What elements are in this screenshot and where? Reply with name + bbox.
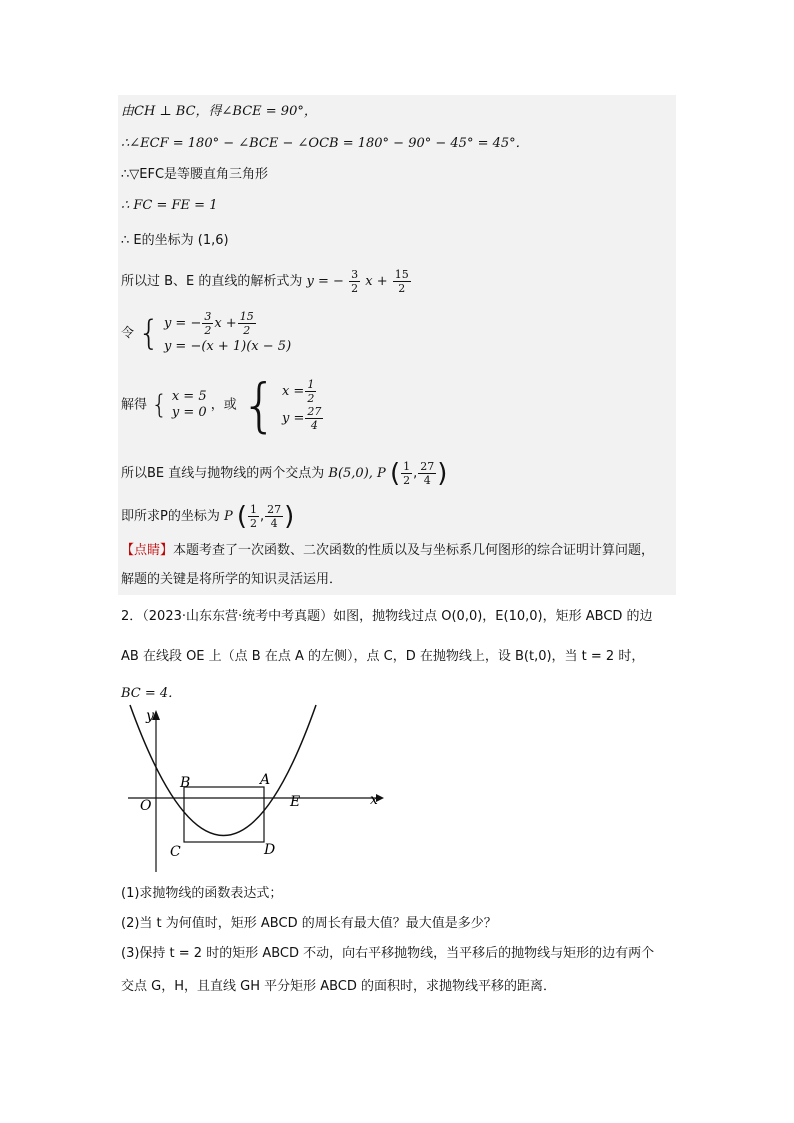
parabola-curve [130, 705, 316, 836]
system-eq2: y = −(x + 1)(x − 5) [163, 339, 292, 354]
frac-num: 3 [204, 310, 212, 323]
question-3-line-2: 交点 G，H，且直线 GH 平分矩形 ABCD 的面积时，求抛物线平移的距离． [121, 979, 557, 994]
label-y: y [146, 708, 154, 724]
line9-text: 所以BE 直线与抛物线的两个交点为 [121, 466, 325, 481]
paren-right: ) [437, 458, 448, 489]
line10-point: P [223, 509, 233, 524]
frac-num: 1 [307, 378, 315, 391]
paren-left: ( [389, 458, 401, 489]
solution-line-4: ∴ FC = FE = 1 [121, 198, 218, 213]
rectangle-abcd [184, 787, 264, 842]
frac-num: 1 [403, 460, 411, 473]
comment-line-1 [121, 542, 654, 560]
sol1-y: y = 0 [171, 405, 207, 420]
problem-line-2: AB 在线段 OE 上（点 B 在点 A 的左侧），点 C，D 在抛物线上，设 B(t,0)，当 t = 2 时， [121, 649, 645, 664]
solution-system-1 [172, 389, 207, 421]
sol2-x-label: x = [281, 384, 305, 399]
label-x: x [370, 792, 378, 808]
fraction-1-2 [305, 378, 316, 405]
frac-num: 27 [307, 405, 322, 418]
fraction-1-2 [248, 503, 259, 530]
eq1-b: x + [214, 316, 237, 331]
solution-line-7 [121, 310, 291, 357]
sol2-y [282, 405, 324, 432]
or-text: ，或 [210, 397, 237, 413]
comment-text-1: 本题考查了一次函数、二次函数的性质以及与坐标系几何图形的综合证明计算问题， [173, 543, 655, 558]
solution-system-2 [282, 378, 324, 432]
parabola-figure [118, 700, 388, 880]
system-eq1 [164, 310, 291, 337]
line6-expr-a: y = − [306, 274, 344, 289]
solution-line-1: 由CH ⊥ BC，得∠BCE = 90°， [121, 104, 317, 119]
comment-line-2: 解题的关键是将所学的知识灵活运用． [121, 572, 343, 587]
fraction-27-4 [265, 503, 283, 530]
frac-num: 1 [250, 503, 258, 516]
solution-line-9: 所以BE 直线与抛物线的两个交点为 B(5,0), P ( $\frac{1}{2}$ , $\frac{27}{4}$ ) [121, 458, 448, 489]
eq1-a: y = − [163, 316, 202, 331]
label-b: B [180, 775, 191, 791]
paren-right: ) [284, 501, 295, 532]
sol1-x: x = 5 [171, 389, 207, 404]
line9-points: B(5,0), P [328, 466, 386, 481]
line6-text: 所以过 B、E 的直线的解析式为 [121, 274, 303, 289]
frac-num: 15 [394, 268, 409, 281]
solution-line-10: 即所求P的坐标为 P ( $\frac{1}{2}$ , $\frac{27}{4}$ ) [121, 501, 295, 532]
equation-system [164, 310, 291, 357]
solution-line-8 [121, 371, 324, 439]
line8-text: 解得 [121, 397, 148, 413]
label-e: E [290, 794, 301, 810]
frac-num: 3 [351, 268, 359, 281]
label-o: O [140, 798, 152, 814]
frac-den: 4 [423, 474, 431, 487]
fraction-27-4 [305, 405, 323, 432]
left-brace: { [138, 313, 160, 354]
solution-line-5: ∴ E的坐标为 (1,6) [121, 233, 229, 248]
line10-text: 即所求P的坐标为 [121, 509, 220, 524]
question-1: (1)求抛物线的函数表达式； [121, 886, 283, 901]
solution-line-6 [121, 268, 412, 295]
sol2-y-label: y = [281, 411, 305, 426]
question-2: (2)当 t 为何值时，矩形 ABCD 的周长有最大值？最大值是多少？ [121, 916, 497, 931]
line7-text: 令 [121, 326, 135, 341]
comment-tag: 【点睛】 [121, 543, 174, 558]
frac-den: 4 [270, 517, 278, 530]
frac-den: 2 [243, 324, 251, 337]
solution-line-3: ∴▽EFC是等腰直角三角形 [121, 167, 269, 182]
frac-num: 27 [267, 503, 282, 516]
fraction-3-2 [202, 310, 213, 337]
solution-line-2: ∴∠ECF = 180° − ∠BCE − ∠OCB = 180° − 90° − 45° = 45°． [121, 136, 529, 151]
frac-num: 27 [420, 460, 435, 473]
sol2-x [282, 378, 324, 405]
fraction-27-4 [418, 460, 436, 487]
left-brace: { [240, 371, 278, 439]
frac-den: 2 [204, 324, 212, 337]
label-d: D [264, 842, 276, 858]
frac-den: 2 [403, 474, 411, 487]
frac-den: 4 [310, 419, 318, 432]
fraction-15-2 [393, 268, 411, 295]
problem-line-1: 2．（2023·山东东营·统考中考真题）如图，抛物线过点 O(0,0)，E(10,0)，矩形 ABCD 的边 [121, 609, 653, 624]
frac-num: 15 [239, 310, 254, 323]
line6-expr-b: x + [365, 274, 388, 289]
fraction-1-2 [401, 460, 412, 487]
fraction-15-2 [238, 310, 256, 337]
fraction-3-2 [349, 268, 360, 295]
frac-den: 2 [398, 282, 406, 295]
question-3-line-1: (3)保持 t = 2 时的矩形 ABCD 不动，向右平移抛物线，当平移后的抛物线与矩形的边有两个 [121, 946, 655, 961]
frac-den: 2 [307, 392, 315, 405]
frac-den: 2 [351, 282, 359, 295]
label-c: C [170, 844, 181, 860]
paren-left: ( [236, 501, 248, 532]
problem-line-3: BC = 4． [121, 686, 182, 701]
left-brace: { [151, 390, 168, 420]
label-a: A [260, 772, 271, 788]
frac-den: 2 [250, 517, 258, 530]
